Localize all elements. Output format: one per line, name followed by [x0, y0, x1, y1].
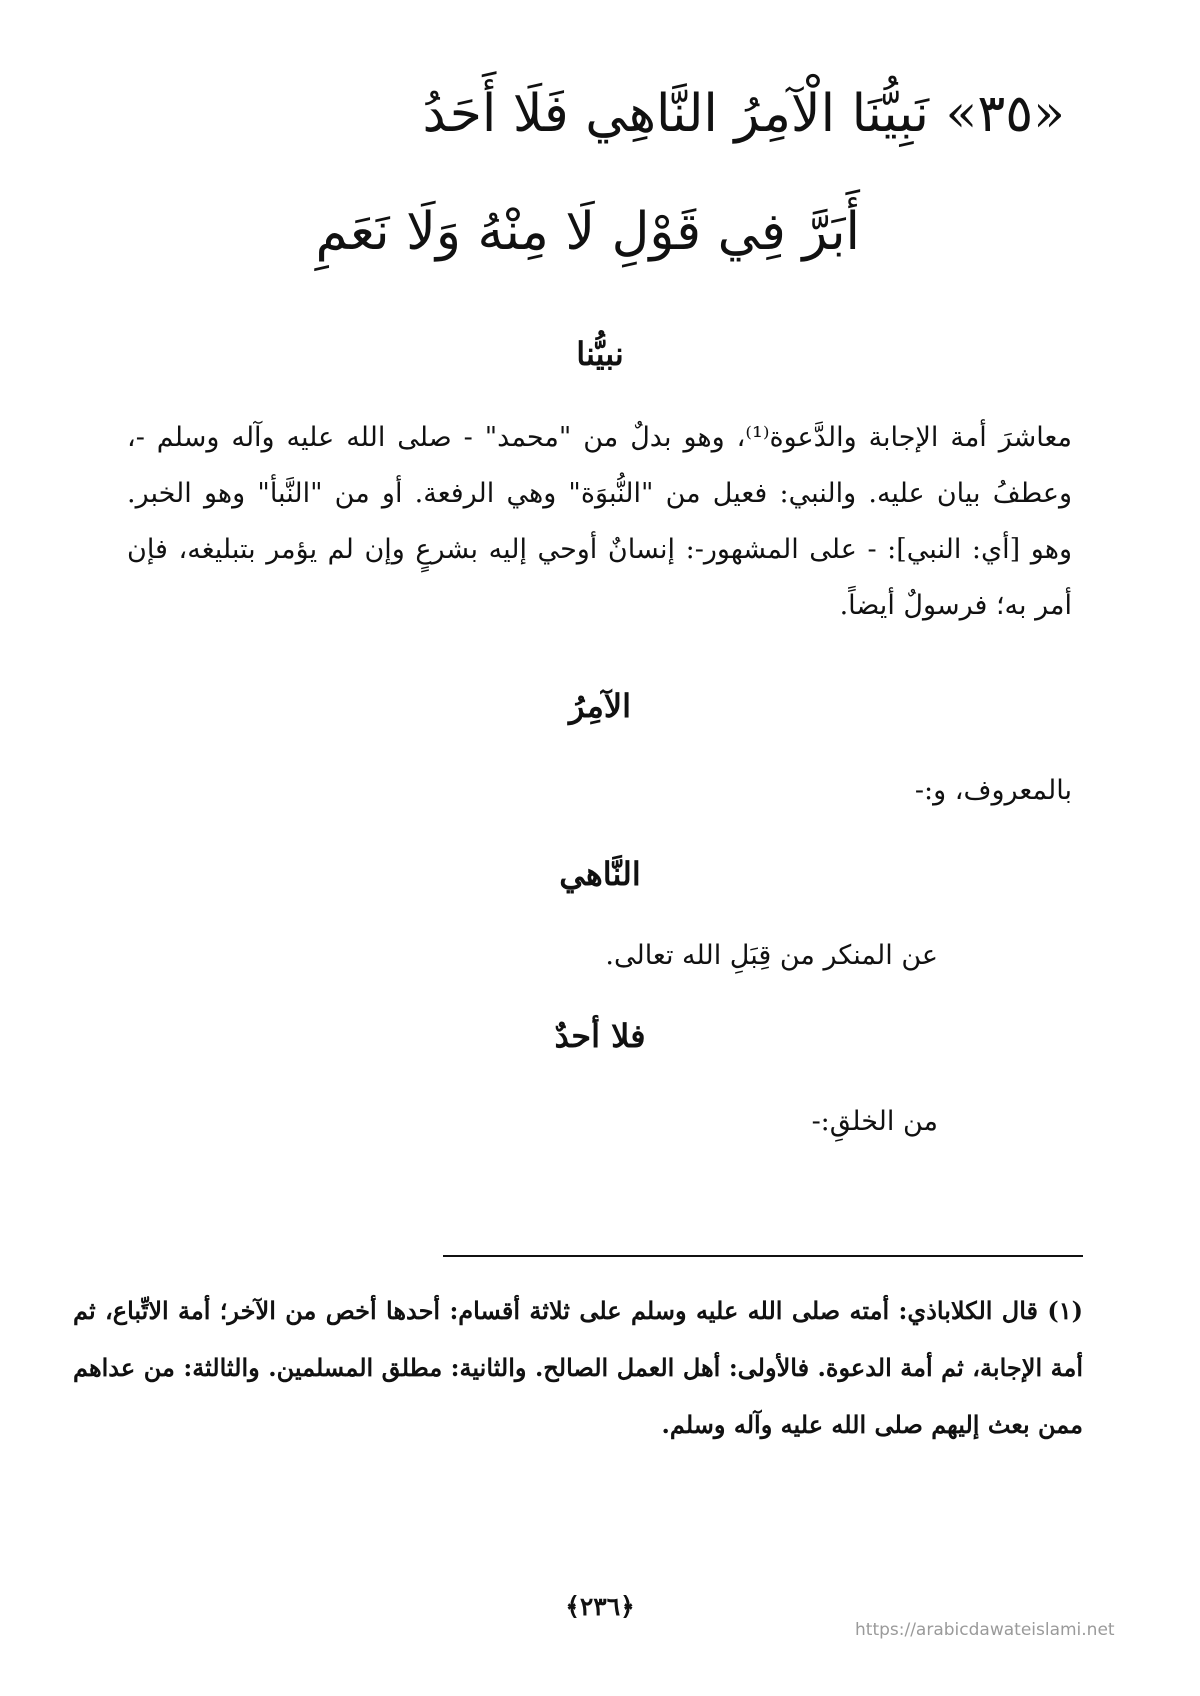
section-heading-fala-ahad: فلا أحدٌ: [554, 1017, 646, 1055]
verse-line-1: «٣٥» نَبِيُّنَا الْآمِرُ النَّاهِي فَلَا أَحَدُ: [422, 84, 1065, 144]
section-paragraph-al-amir: بالمعروف، و:-: [914, 775, 1072, 806]
verse-line-2: أَبَرَّ فِي قَوْلِ لَا مِنْهُ وَلَا نَعَمِ: [315, 202, 860, 262]
page-number: ﴿٢٣٦﴾: [565, 1592, 635, 1621]
footnote-divider: [443, 1255, 1083, 1257]
section-paragraph-an-nahi: عن المنكر من قِبَلِ الله تعالى.: [605, 940, 938, 971]
footnote: (١) قال الكلاباذي: أمته صلى الله عليه وسلم على ثلاثة أقسام: أحدها أخص من الآخر؛ أمة الاتِّباع، ثم أمة الإجابة، ثم أمة الدعوة. فالأولى: أهل العمل الصالح. والثانية: مطلق المسلمين. والثالثة: من عداهم ممن بعث إليهم صلى الله عليه وآله وسلم.: [73, 1296, 1083, 1439]
section-heading-al-amir: الآمِرُ: [569, 687, 631, 725]
watermark-url: https://arabicdawateislami.net: [855, 1620, 1115, 1640]
section-heading-an-nahi: النَّاهي: [559, 855, 641, 893]
section-paragraph-nabiyyuna: معاشرَ أمة الإجابة والدَّعوة⁽¹⁾، وهو بدلٌ من "محمد" - صلى الله عليه وآله وسلم -، وعطفُ بيان عليه. والنبي: فعيل من "النُّبوَة" وهي الرفعة. أو من "النَّبأ" وهو الخبر. وهو [أي: النبي]: - على المشهور-: إنسانٌ أوحي إليه بشرعٍ وإن لم يؤمر بتبليغه، فإن أمر به؛ فرسولٌ أيضاً.: [127, 422, 1072, 621]
section-heading-nabiyyuna: نبيُّنا: [576, 335, 624, 373]
section-paragraph-fala-ahad: من الخلقِ:-: [811, 1106, 938, 1137]
